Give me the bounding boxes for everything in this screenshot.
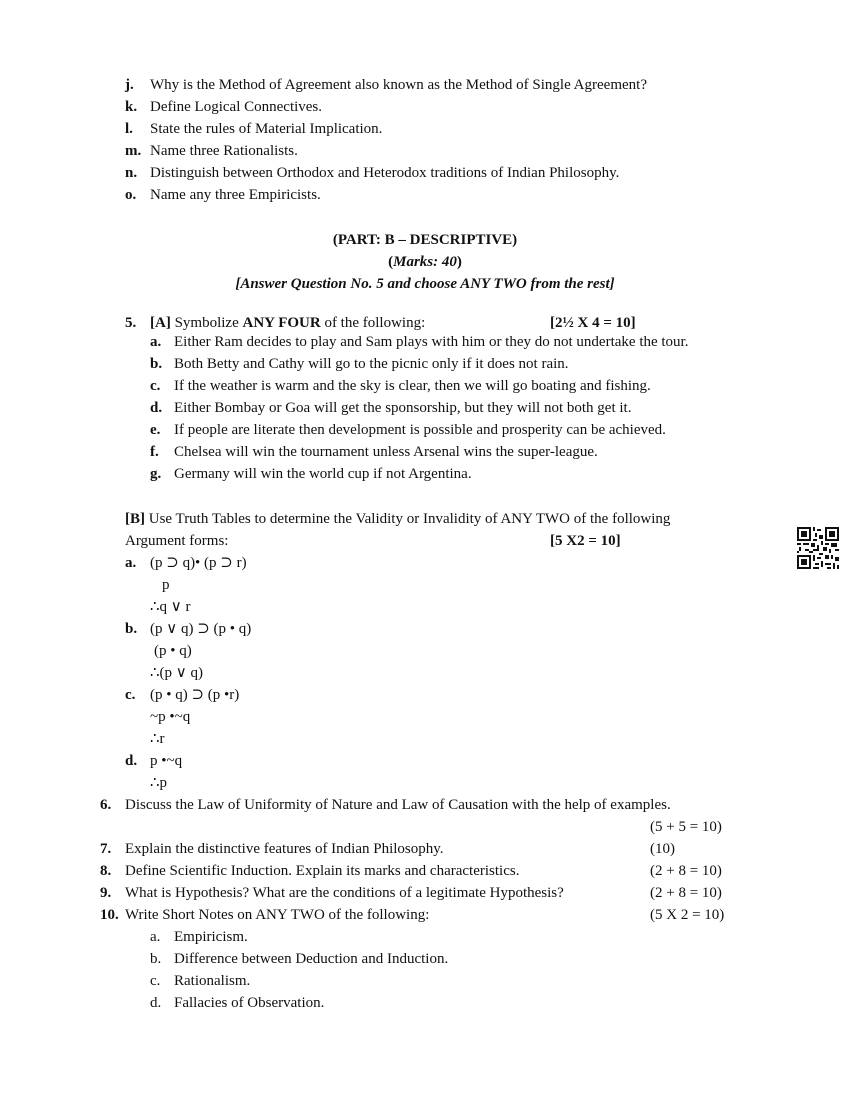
part-b-marks bbox=[0, 252, 850, 272]
question-number: 9. bbox=[100, 885, 112, 901]
list-item-label: m. bbox=[125, 143, 142, 159]
q5a-prompt bbox=[150, 313, 425, 333]
qr-code-icon bbox=[797, 527, 839, 569]
list-item: Chelsea will win the tournament unless Arsenal wins the super-league. bbox=[174, 444, 598, 460]
question-marks: (5 + 5 = 10) bbox=[650, 819, 722, 835]
list-item-label: b. bbox=[150, 356, 163, 372]
list-item: Define Logical Connectives. bbox=[150, 99, 323, 115]
list-item-label: f. bbox=[150, 444, 159, 460]
marks-open-paren: ( bbox=[388, 254, 394, 270]
argument-premise: (p ∨ q) ⊃ (p • q) bbox=[150, 621, 252, 637]
list-item: Name three Rationalists. bbox=[150, 143, 298, 159]
list-item: Either Bombay or Goa will get the sponsorship, but they will not both get it. bbox=[174, 400, 632, 416]
question-number: 7. bbox=[100, 841, 112, 857]
question-number: 6. bbox=[100, 797, 112, 813]
marks-value: Marks: 40 bbox=[393, 254, 457, 270]
list-item: Either Ram decides to play and Sam plays with him or they do not undertake the tour. bbox=[174, 334, 689, 350]
list-item-label: k. bbox=[125, 99, 138, 115]
argument-premise: p bbox=[162, 577, 170, 593]
question-text: Define Scientific Induction. Explain its marks and characteristics. bbox=[125, 863, 520, 879]
q5a-text-1: Symbolize bbox=[174, 315, 239, 331]
list-item-label: n. bbox=[125, 165, 138, 181]
argument-conclusion: ∴r bbox=[150, 731, 165, 747]
q5b-label: [B] bbox=[125, 511, 145, 527]
q5a-text-2: of the following: bbox=[324, 315, 426, 331]
list-item: Empiricism. bbox=[174, 929, 248, 945]
question-text: Explain the distinctive features of Indian Philosophy. bbox=[125, 841, 444, 857]
part-b-instruction: [Answer Question No. 5 and choose ANY TWO from the rest] bbox=[235, 276, 615, 292]
list-item-label: c. bbox=[150, 973, 161, 989]
list-item-label: l. bbox=[125, 121, 133, 137]
q5a-label: [A] bbox=[150, 315, 171, 331]
q5a-text-bold: ANY FOUR bbox=[242, 315, 321, 331]
list-item: Name any three Empiricists. bbox=[150, 187, 321, 203]
question-marks: (2 + 8 = 10) bbox=[650, 863, 722, 879]
list-item-label: c. bbox=[150, 378, 161, 394]
argument-premise: p •~q bbox=[150, 753, 183, 769]
list-item-label: a. bbox=[150, 334, 162, 350]
list-item-label: o. bbox=[125, 187, 137, 203]
list-item: If people are literate then development is possible and prosperity can be achieved. bbox=[174, 422, 666, 438]
question-text: What is Hypothesis? What are the conditions of a legitimate Hypothesis? bbox=[125, 885, 564, 901]
list-item-label: b. bbox=[150, 951, 162, 967]
argument-conclusion: ∴p bbox=[150, 775, 168, 791]
list-item: Germany will win the world cup if not Argentina. bbox=[174, 466, 472, 482]
argument-label: a. bbox=[125, 555, 137, 571]
argument-label: c. bbox=[125, 687, 136, 703]
list-item-label: e. bbox=[150, 422, 161, 438]
list-item: If the weather is warm and the sky is clear, then we will go boating and fishing. bbox=[174, 378, 651, 394]
q5b-text-1: Use Truth Tables to determine the Validity or Invalidity of ANY TWO of the following bbox=[148, 511, 671, 527]
argument-label: b. bbox=[125, 621, 138, 637]
list-item-label: d. bbox=[150, 400, 163, 416]
list-item: State the rules of Material Implication. bbox=[150, 121, 383, 137]
list-item: Difference between Deduction and Induction. bbox=[174, 951, 449, 967]
question-marks: (5 X 2 = 10) bbox=[650, 907, 725, 923]
question-number: 8. bbox=[100, 863, 112, 879]
list-item: Both Betty and Cathy will go to the picnic only if it does not rain. bbox=[174, 356, 569, 372]
marks-close-paren: ) bbox=[456, 254, 462, 270]
list-item-label: j. bbox=[125, 77, 134, 93]
question-text: Write Short Notes on ANY TWO of the following: bbox=[125, 907, 430, 923]
q5b-text-2: Argument forms: bbox=[125, 533, 229, 549]
question-number: 5. bbox=[125, 315, 137, 331]
argument-conclusion: ∴(p ∨ q) bbox=[150, 665, 204, 681]
q5a-marks: [2½ X 4 = 10] bbox=[550, 315, 636, 331]
part-b-title: (PART: B – DESCRIPTIVE) bbox=[332, 232, 518, 248]
argument-conclusion: ∴q ∨ r bbox=[150, 599, 191, 615]
q5b-marks: [5 X2 = 10] bbox=[550, 533, 621, 549]
question-text: Discuss the Law of Uniformity of Nature and Law of Causation with the help of examples. bbox=[125, 797, 671, 813]
argument-premise: (p • q) bbox=[154, 643, 192, 659]
argument-premise: (p ⊃ q)• (p ⊃ r) bbox=[150, 555, 247, 571]
question-marks: (2 + 8 = 10) bbox=[650, 885, 722, 901]
argument-premise: ~p •~q bbox=[150, 709, 191, 725]
question-marks: (10) bbox=[650, 841, 675, 857]
list-item: Fallacies of Observation. bbox=[174, 995, 325, 1011]
list-item-label: a. bbox=[150, 929, 161, 945]
list-item: Why is the Method of Agreement also known as the Method of Single Agreement? bbox=[150, 77, 647, 93]
argument-label: d. bbox=[125, 753, 138, 769]
list-item: Distinguish between Orthodox and Heterodox traditions of Indian Philosophy. bbox=[150, 165, 620, 181]
list-item-label: g. bbox=[150, 466, 162, 482]
argument-premise: (p • q) ⊃ (p •r) bbox=[150, 687, 240, 703]
q5b-prompt bbox=[125, 509, 670, 529]
list-item-label: d. bbox=[150, 995, 162, 1011]
list-item: Rationalism. bbox=[174, 973, 251, 989]
question-number: 10. bbox=[100, 907, 119, 923]
